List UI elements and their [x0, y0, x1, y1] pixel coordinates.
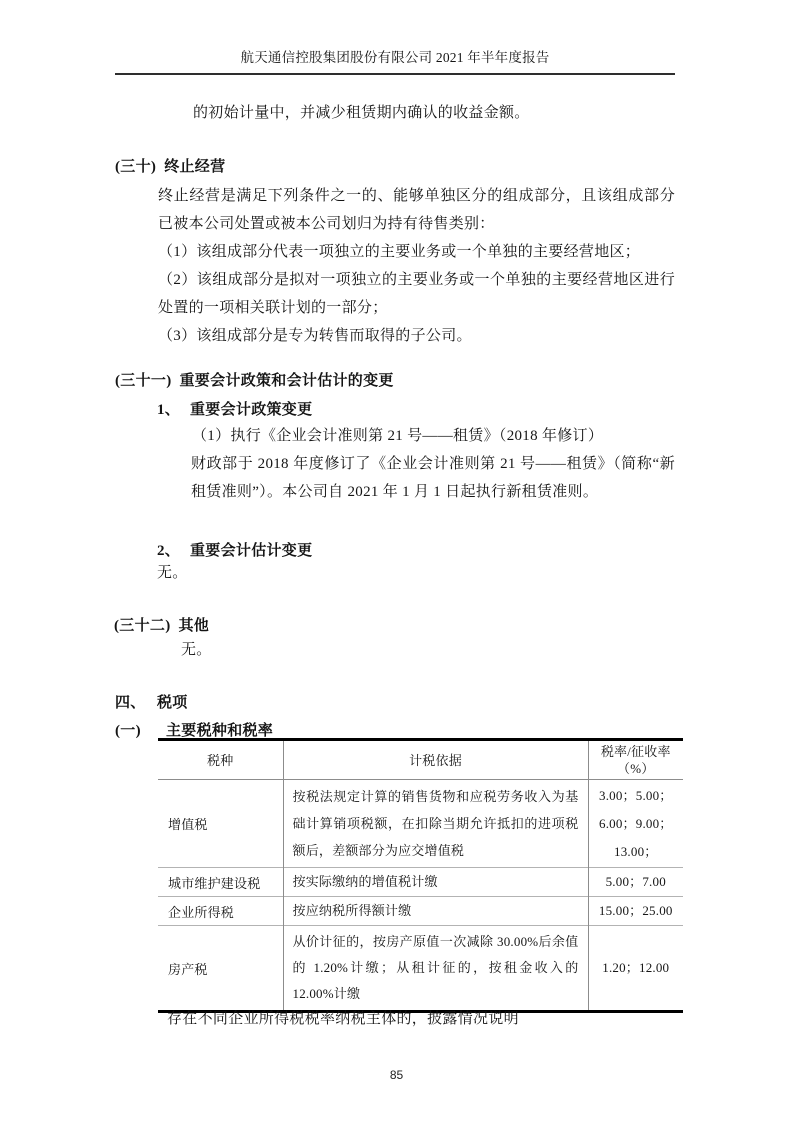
tax-basis-text: 按税法规定计算的销售货物和应税劳务收入为基础计算销项税额，在扣除当期允许抵扣的进项税额后，差额部分为应交增值税 [292, 789, 579, 858]
section-title: 主要税种和税率 [166, 723, 274, 739]
rate-line: 15.00；25.00 [598, 903, 673, 918]
tax-basis-text: 从价计征的，按房产原值一次减除 30.00%后余值的 1.20%计缴；从租计征的，按租金收入的 12.00%计缴 [292, 934, 579, 1001]
section-label: 四、 [115, 695, 146, 711]
rate-line: 13.00； [614, 843, 658, 859]
tax-type-cell: 城市维护建设税 [168, 875, 261, 891]
subsection-title: 重要会计估计变更 [190, 543, 313, 559]
section-label: (三十) [115, 159, 157, 175]
tax-type-cell: 增值税 [168, 817, 208, 832]
table-row [158, 926, 683, 1012]
tax-basis-cell [283, 868, 588, 897]
tax-rate-cell [588, 897, 683, 926]
subsection-number: 2、 [157, 543, 181, 559]
rate-header-line1: 税率/征收率 [600, 744, 671, 759]
table-row [158, 868, 683, 897]
tax-basis-text: 按实际缴纳的增值税计缴 [292, 874, 438, 889]
policy-change-line: （1）执行《企业会计准则第 21 号——租赁》（2018 年修订） [192, 428, 604, 444]
section-4-heading [115, 689, 188, 717]
header-cell-tax-basis: 计税依据 [283, 740, 588, 780]
section-label: (一) [115, 723, 141, 739]
list-item-2: （2）该组成部分是拟对一项独立的主要业务或一个单独的主要经营地区进行处置的一项相关联计划的一部分； [158, 272, 675, 316]
section-title: 税项 [157, 695, 188, 711]
report-title: 航天通信控股集团股份有限公司 2021 年半年度报告 [240, 50, 550, 65]
tax-rate-cell [588, 926, 683, 1012]
rate-line: 6.00；9.00； [599, 815, 673, 831]
tax-rate-table [158, 738, 683, 1013]
section-label: (三十一) [115, 373, 172, 389]
tax-basis-text: 按应纳税所得额计缴 [292, 903, 412, 918]
section-title: 其他 [178, 618, 210, 634]
rate-header-line2: （%） [617, 761, 655, 776]
page-number: 85 [389, 1068, 404, 1082]
section-30-heading [115, 153, 225, 181]
tax-rate-cell [588, 780, 683, 868]
rate-line: 1.20；12.00 [602, 960, 670, 975]
section-31-heading [115, 367, 394, 395]
header-cell-tax-type: 税种 [207, 752, 234, 768]
header-cell-tax-rate [588, 740, 683, 780]
paragraph-continuation: 的初始计量中，并减少租赁期内确认的收益金额。 [193, 105, 530, 121]
tax-type-cell: 企业所得税 [168, 904, 235, 920]
section-30-paragraph: 终止经营是满足下列条件之一的、能够单独区分的组成部分，且该组成部分已被本公司处置或被本公司划归为持有待售类别： [158, 188, 675, 232]
tax-rate-cell [588, 868, 683, 897]
list-item-1: （1）该组成部分代表一项独立的主要业务或一个单独的主要经营地区； [158, 244, 641, 260]
disclosure-note: 存在不同企业所得税税率纳税主体的，披露情况说明 [167, 1011, 519, 1027]
tax-basis-cell [283, 897, 588, 926]
subsection-number: 1、 [157, 402, 181, 418]
page-header [115, 50, 675, 75]
list-item-3: （3）该组成部分是专为转售而取得的子公司。 [158, 328, 472, 344]
section-label: (三十二) [114, 618, 171, 634]
rate-line: 3.00；5.00； [599, 787, 673, 803]
subsection-title: 重要会计政策变更 [190, 402, 313, 418]
tax-basis-cell [283, 926, 588, 1012]
table-row [158, 897, 683, 926]
table-row [158, 780, 683, 868]
none-text: 无。 [157, 565, 188, 581]
section-title: 终止经营 [164, 159, 226, 175]
policy-change-paragraph: 财政部于 2018 年度修订了《企业会计准则第 21 号——租赁》（简称“新租赁准则”）。本公司自 2021 年 1 月 1 日起执行新租赁准则。 [191, 456, 675, 500]
table-header-row [158, 740, 683, 780]
tax-type-cell: 房产税 [168, 961, 208, 977]
tax-basis-cell [283, 780, 588, 868]
none-text: 无。 [181, 642, 212, 658]
section-title: 重要会计政策和会计估计的变更 [179, 373, 394, 389]
rate-line: 5.00；7.00 [605, 874, 666, 889]
subsection-1-heading [157, 396, 312, 424]
